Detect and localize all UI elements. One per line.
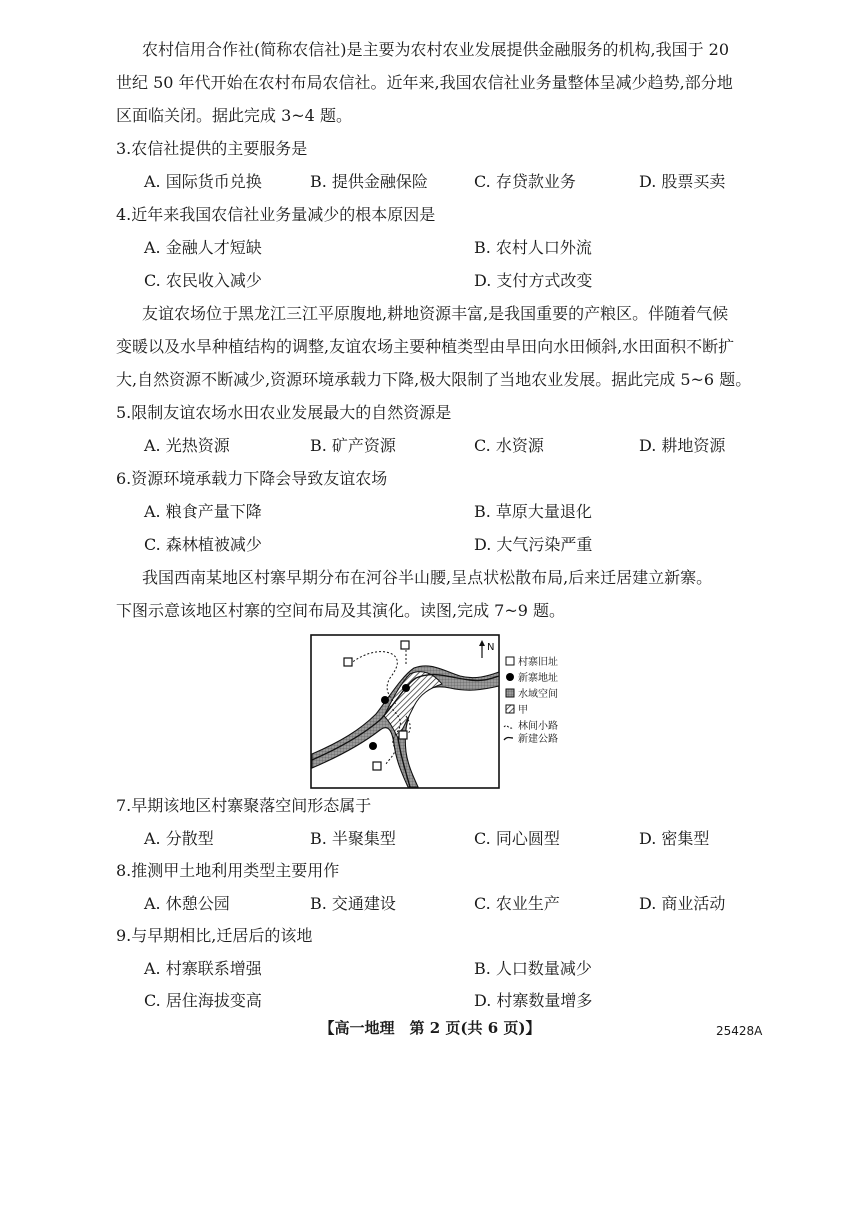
new-village-3: [369, 742, 377, 750]
north-label: N: [487, 642, 495, 653]
passage1-line-3: 区面临关闭。据此完成 3~4 题。: [116, 106, 352, 125]
question-3-option-d: D. 股票买卖: [639, 172, 726, 191]
passage3-line-2: 下图示意该地区村寨的空间布局及其演化。读图,完成 7~9 题。: [116, 601, 566, 620]
footer-page-info: 【高一地理 第 2 页(共 6 页)】: [319, 1019, 541, 1037]
map-legend: [504, 655, 558, 745]
legend-water: 水域空间: [518, 689, 558, 700]
question-4-option-d: D. 支付方式改变: [474, 271, 593, 290]
question-4-stem: 4.近年来我国农信社业务量减少的根本原因是: [116, 205, 436, 224]
question-5-stem: 5.限制友谊农场水田农业发展最大的自然资源是: [116, 403, 452, 422]
question-8-option-c: C. 农业生产: [474, 894, 560, 913]
old-village-1: [344, 658, 352, 666]
question-5-option-d: D. 耕地资源: [639, 436, 726, 455]
legend-forest-path: 林间小路: [518, 721, 558, 732]
question-3-stem: 3.农信社提供的主要服务是: [116, 139, 308, 158]
question-7-option-a: A. 分散型: [144, 829, 214, 848]
question-7-option-d: D. 密集型: [639, 829, 710, 848]
question-9-option-a: A. 村寨联系增强: [144, 959, 262, 978]
new-village-2: [402, 684, 410, 692]
village-layout-map: [310, 634, 560, 790]
question-4-option-c: C. 农民收入减少: [144, 271, 262, 290]
legend-new-village: 新寨地址: [518, 673, 558, 684]
legend-old-village: 村寨旧址: [518, 657, 558, 668]
question-8-stem: 8.推测甲土地利用类型主要用作: [116, 861, 340, 880]
question-3-option-a: A. 国际货币兑换: [144, 172, 262, 191]
legend-jia: 甲: [518, 705, 528, 716]
passage1-line-1: 农村信用合作社(简称农信社)是主要为农村农业发展提供金融服务的机构,我国于 20: [142, 40, 730, 59]
question-6-option-c: C. 森林植被减少: [144, 535, 262, 554]
question-6-option-b: B. 草原大量退化: [474, 502, 592, 521]
passage3-line-1: 我国西南某地区村寨早期分布在河谷半山腰,呈点状松散布局,后来迁居建立新寨。: [142, 568, 713, 587]
new-village-1: [381, 696, 389, 704]
question-9-option-b: B. 人口数量减少: [474, 959, 592, 978]
passage1-line-2: 世纪 50 年代开始在农村布局农信社。近年来,我国农信社业务量整体呈减少趋势,部分地: [116, 73, 733, 92]
question-8-option-a: A. 休憩公园: [144, 894, 230, 913]
question-7-stem: 7.早期该地区村寨聚落空间形态属于: [116, 796, 372, 815]
question-4-option-a: A. 金融人才短缺: [144, 238, 262, 257]
passage2-line-3: 大,自然资源不断减少,资源环境承载力下降,极大限制了当地农业发展。据此完成 5~6 题。: [116, 370, 752, 389]
question-3-option-b: B. 提供金融保险: [310, 172, 428, 191]
question-8-option-d: D. 商业活动: [639, 894, 726, 913]
question-5-option-b: B. 矿产资源: [310, 436, 396, 455]
legend-new-road: 新建公路: [518, 734, 558, 745]
question-8-option-b: B. 交通建设: [310, 894, 396, 913]
old-village-3: [399, 731, 407, 739]
question-6-stem: 6.资源环境承载力下降会导致友谊农场: [116, 469, 388, 488]
question-6-option-d: D. 大气污染严重: [474, 535, 593, 554]
old-village-2: [401, 641, 409, 649]
question-7-option-c: C. 同心圆型: [474, 829, 560, 848]
question-5-option-c: C. 水资源: [474, 436, 544, 455]
old-village-4: [373, 762, 381, 770]
question-9-option-d: D. 村寨数量增多: [474, 991, 593, 1010]
question-4-option-b: B. 农村人口外流: [474, 238, 592, 257]
passage2-line-1: 友谊农场位于黑龙江三江平原腹地,耕地资源丰富,是我国重要的产粮区。伴随着气候: [142, 304, 729, 323]
question-6-option-a: A. 粮食产量下降: [144, 502, 262, 521]
question-5-option-a: A. 光热资源: [144, 436, 230, 455]
question-3-option-c: C. 存贷款业务: [474, 172, 576, 191]
question-7-option-b: B. 半聚集型: [310, 829, 396, 848]
question-9-option-c: C. 居住海拔变高: [144, 991, 262, 1010]
passage2-line-2: 变暖以及水旱种植结构的调整,友谊农场主要种植类型由旱田向水田倾斜,水田面积不断扩: [116, 337, 735, 356]
footer-code: 25428A: [716, 1024, 763, 1038]
question-9-stem: 9.与早期相比,迁居后的该地: [116, 926, 313, 945]
